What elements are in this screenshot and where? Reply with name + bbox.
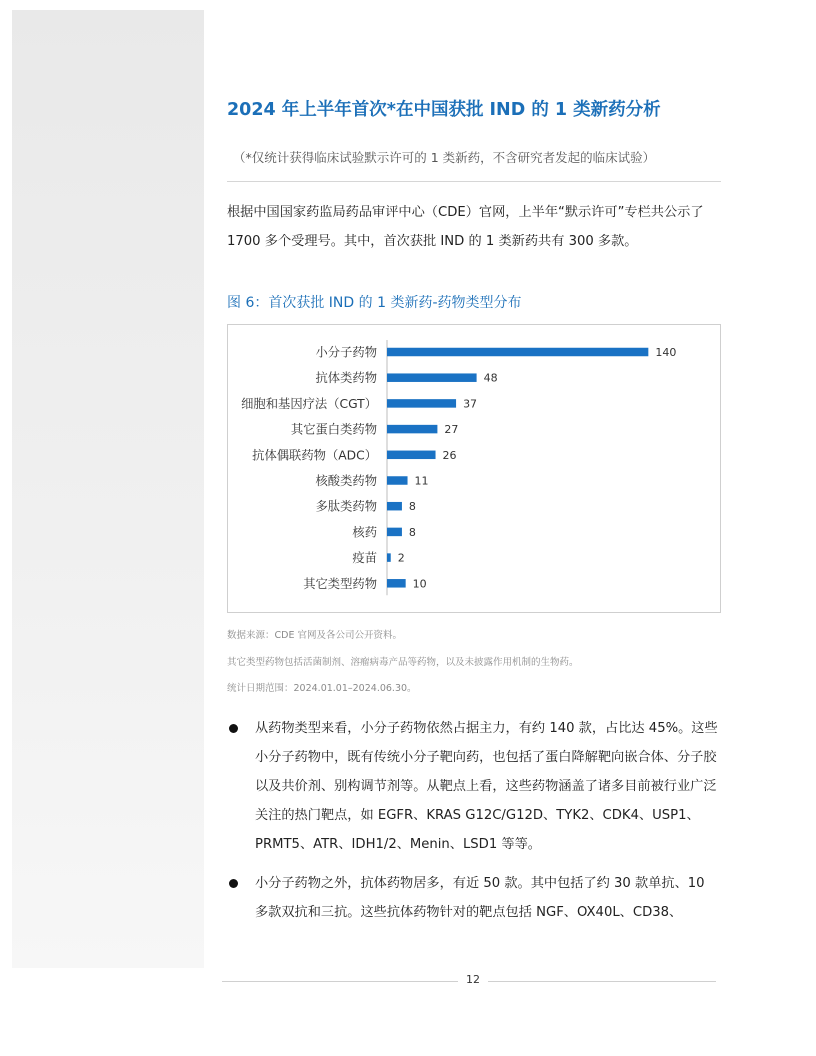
- category-tick-label: 小分子药物: [315, 345, 377, 360]
- category-tick-label: 核药: [352, 525, 377, 540]
- bar-mark: [387, 451, 436, 460]
- page-title: 2024 年上半年首次*在中国获批 IND 的 1 类新药分析: [227, 100, 661, 120]
- category-tick-label: 核酸类药物: [315, 474, 377, 488]
- bullet-item: [227, 714, 721, 859]
- bar-mark: [387, 502, 402, 511]
- bullet-dot-icon: [229, 879, 238, 888]
- category-tick-label: 细胞和基因疗法（CGT）: [241, 396, 377, 411]
- intro-text: 根据中国国家药监局药品审评中心（CDE）官网，上半年“默示许可”专栏共公示了 1700 多个受理号。其中，首次获批 IND 的 1 类新药共有 300 多款。: [227, 205, 704, 249]
- figure-title: 图 6：首次获批 IND 的 1 类新药-药物类型分布: [227, 295, 522, 311]
- bar-mark: [387, 425, 437, 434]
- divider: [227, 181, 721, 182]
- chart-canvas: [228, 325, 720, 612]
- figure-notes: [227, 623, 721, 703]
- bar-value-label: 48: [483, 371, 498, 385]
- category-tick-label: 其它蛋白类药物: [290, 422, 377, 437]
- bar-value-label: 2: [397, 551, 405, 565]
- bar-value-label: 8: [408, 500, 416, 514]
- category-tick-label: 抗体偶联药物（ADC）: [252, 448, 377, 463]
- intro-paragraph: [227, 198, 721, 256]
- bar-mark: [387, 528, 402, 537]
- bar-chart: [227, 324, 721, 613]
- page-subtitle: （*仅统计获得临床试验默示许可的 1 类新药，不含研究者发起的临床试验）: [233, 150, 656, 165]
- note-other-types: 其它类型药物包括活菌制剂、溶瘤病毒产品等药物，以及未披露作用机制的生物药。: [227, 656, 579, 668]
- bar-value-label: 37: [463, 397, 478, 411]
- bar-mark: [387, 579, 406, 588]
- bullet-dot-icon: [229, 724, 238, 733]
- bullet-text: 小分子药物之外，抗体药物居多，有近 50 款。其中包括了约 30 款单抗、10 多款双抗和三抗。这些抗体药物针对的靶点包括 NGF、OX40L、CD38、: [255, 876, 705, 920]
- bar-value-label: 11: [414, 474, 429, 488]
- bullet-list: [227, 714, 721, 927]
- note-source: 数据来源：CDE 官网及各公司公开资料。: [227, 630, 402, 641]
- category-tick-label: 抗体类药物: [315, 371, 377, 386]
- bar-mark: [387, 476, 408, 485]
- category-tick-label: 疫苗: [352, 551, 377, 566]
- footer-rule-right: [488, 981, 716, 982]
- bar-mark: [387, 553, 391, 562]
- category-tick-label: 多肽类药物: [315, 499, 377, 514]
- bar-mark: [387, 399, 456, 408]
- bar-value-label: 27: [444, 423, 459, 437]
- bar-value-label: 26: [442, 448, 457, 462]
- category-tick-label: 其它类型药物: [303, 576, 377, 591]
- footer-rule-left: [222, 981, 458, 982]
- page-number: 12: [466, 973, 480, 986]
- side-decor-strip: [12, 10, 204, 968]
- bar-value-label: 8: [408, 525, 416, 539]
- bar-value-label: 140: [655, 346, 677, 359]
- bullet-item: [227, 869, 721, 927]
- bar-value-label: 10: [412, 577, 427, 591]
- note-date-range: 统计日期范围：2024.01.01–2024.06.30。: [227, 683, 417, 694]
- bar-mark: [387, 373, 477, 382]
- bullet-text: 从药物类型来看，小分子药物依然占据主力，有约 140 款，占比达 45%。这些小分子药物中，既有传统小分子靶向药，也包括了蛋白降解靶向嵌合体、分子胶以及共价剂、别构调节剂等。从靶点上看，这些药物涵盖了诸多目前被行业广泛关注的热门靶点，如 EGFR、KRAS G12C/G12D、TYK2、CDK4、USP1、PRMT5、ATR、IDH1/2、Menin、LSD1 等等。: [255, 721, 718, 852]
- bar-mark: [387, 348, 648, 357]
